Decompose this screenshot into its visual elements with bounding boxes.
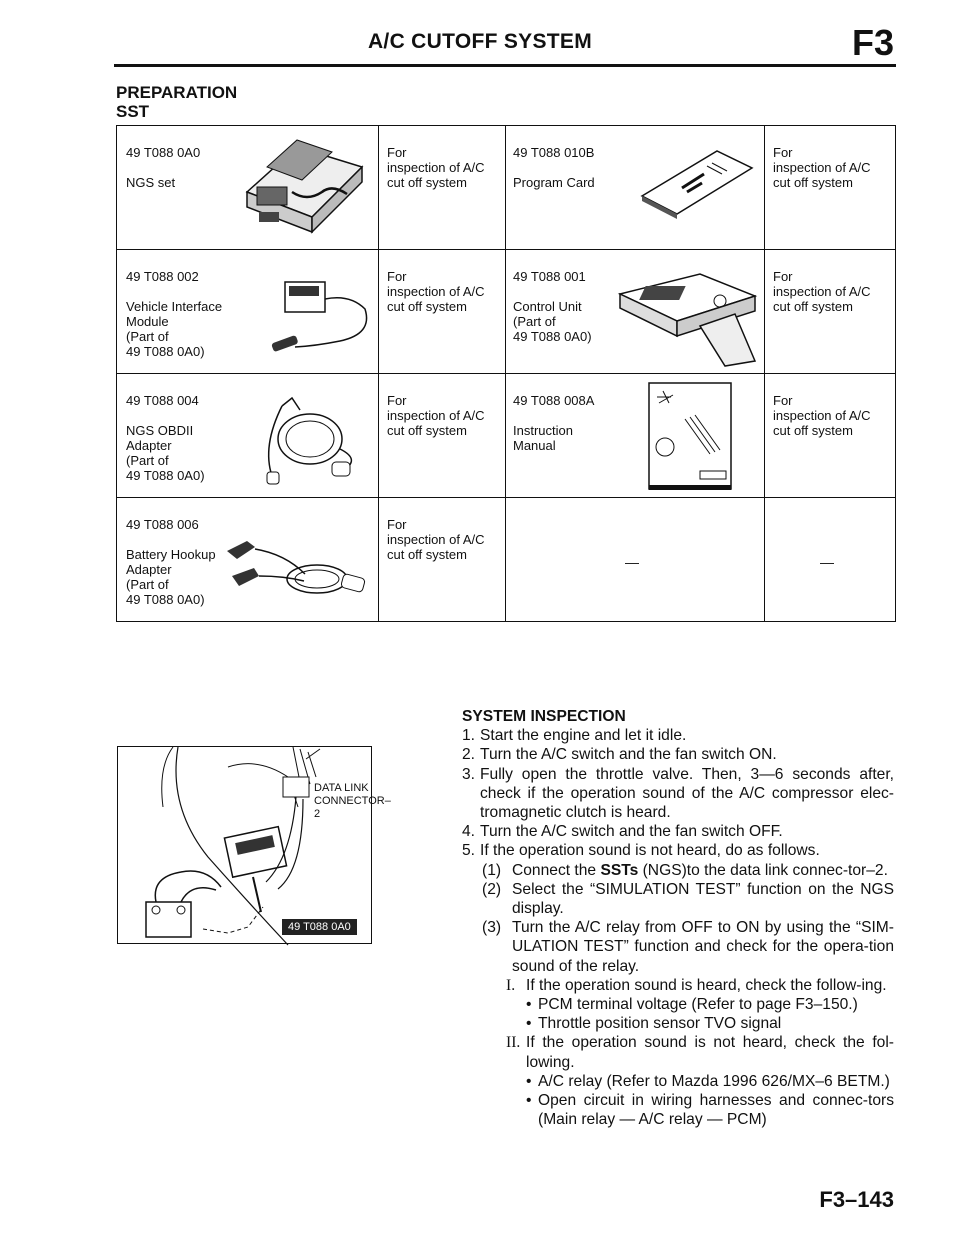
check-item: • Throttle position sensor TVO signal [526,1015,782,1033]
tool-name-program-card: 49 T088 010B Program Card [513,145,595,190]
sst-subtitle: SST [116,102,150,121]
tool-use-control-unit: For inspection of A/C cut off system [773,269,871,314]
inspection-sub-step: (2) Select the “SIMULATION TEST” function on the NGS display. [482,880,894,918]
check-item: • A/C relay (Refer to Mazda 1996 626/MX–6 BETM.) [526,1072,890,1090]
preparation-heading [116,83,237,121]
inspection-step: 5. If the operation sound is not heard, do as follows. [462,842,820,860]
ngs-tool-badge: 49 T088 0A0 [282,919,357,935]
inspection-step: 2. Turn the A/C switch and the fan switch ON. [462,746,777,764]
check-item: • PCM terminal voltage (Refer to page F3–150.) [526,996,858,1014]
tool-name-obdii-adapter: 49 T088 004 NGS OBDII Adapter (Part of 49 T088 0A0) [126,393,205,483]
system-inspection-section [462,707,894,1129]
tool-use-vehicle-interface-module: For inspection of A/C cut off system [387,269,485,314]
tool-use-obdii-adapter: For inspection of A/C cut off system [387,393,485,438]
table-divider [117,249,895,250]
inspection-sub-step: (3) Turn the A/C relay from OFF to ON by using the “SIM-ULATION TEST” function and check for the opera-tion sound of the relay. [482,919,894,975]
program-card-icon [637,146,757,221]
obdii-adapter-cable-icon [252,394,372,494]
ngs-set-case-icon [237,132,372,242]
sst-table [116,125,896,622]
control-unit-icon [615,266,760,371]
tool-use-instruction-manual: For inspection of A/C cut off system [773,393,871,438]
page-number: F3–143 [819,1187,894,1212]
vehicle-interface-module-icon [267,274,372,359]
table-divider [117,373,895,374]
check-item: • Open circuit in wiring harnesses and connec-tors (Main relay — A/C relay — PCM) [526,1092,894,1129]
empty-cell-dash: — [820,554,834,570]
tool-use-ngs-set: For inspection of A/C cut off system [387,145,485,190]
inspection-step: 1. Start the engine and let it idle. [462,727,687,745]
battery-hookup-adapter-icon [222,521,372,616]
ngs-connection-diagram-icon [118,747,391,945]
inspection-case: I. If the operation sound is heard, check the follow-ing. [506,976,887,994]
tool-name-control-unit: 49 T088 001 Control Unit (Part of 49 T088 0A0) [513,269,592,344]
section-code: F3 [851,22,894,63]
inspection-sub-step: (1) Connect the SSTs (NGS)to the data link connec-tor–2. [482,861,888,879]
tool-use-battery-hookup-adapter: For inspection of A/C cut off system [387,517,485,562]
inspection-step: 4. Turn the A/C switch and the fan switch OFF. [462,823,783,841]
instruction-manual-icon [645,379,735,494]
table-divider [117,497,895,498]
title-rule [114,64,896,67]
ngs-connection-figure [117,746,391,944]
tool-name-instruction-manual: 49 T088 008A Instruction Manual [513,393,595,453]
tool-name-battery-hookup-adapter: 49 T088 006 Battery Hookup Adapter (Part of 49 T088 0A0) [126,517,216,607]
tool-use-program-card: For inspection of A/C cut off system [773,145,871,190]
tool-name-vehicle-interface-module: 49 T088 002 Vehicle Interface Module (Part of 49 T088 0A0) [126,269,223,359]
data-link-connector-label: DATA LINK CONNECTOR–2 [314,782,391,820]
inspection-case: II. If the operation sound is not heard, check the fol-lowing. [506,1034,894,1071]
tool-name-ngs-set: 49 T088 0A0 NGS set [126,145,201,190]
preparation-title: PREPARATION [116,83,238,102]
page-title: A/C CUTOFF SYSTEM [367,30,593,53]
empty-cell-dash: — [625,554,639,570]
inspection-step: 3. Fully open the throttle valve. Then, 3—6 seconds after, check if the operation sound of the A/C compressor elec-tromagnetic clutch is heard. [462,765,894,822]
system-inspection-heading: SYSTEM INSPECTION [462,708,626,725]
